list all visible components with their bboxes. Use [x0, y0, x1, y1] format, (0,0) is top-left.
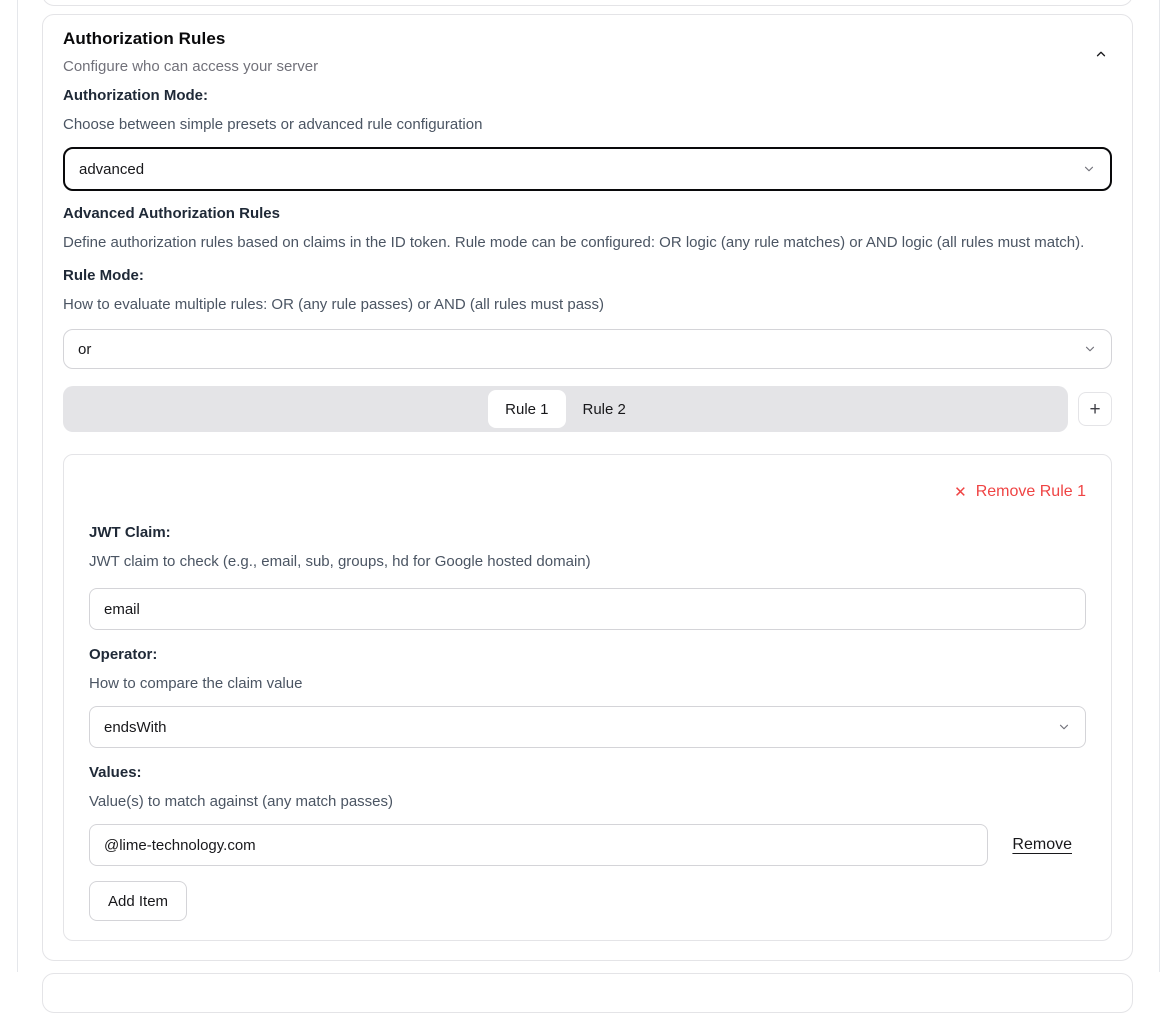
jwt-claim-input[interactable] [89, 588, 1086, 630]
page-subtitle: Configure who can access your server [63, 58, 319, 75]
tab-rule-1[interactable]: Rule 1 [488, 390, 565, 428]
operator-select[interactable] [89, 706, 1086, 748]
container-right-border [1159, 0, 1160, 972]
container-left-border [17, 0, 18, 972]
operator-select-value: endsWith [104, 718, 167, 736]
chevron-up-icon [1094, 49, 1108, 64]
remove-value-link[interactable]: Remove [1012, 836, 1072, 853]
value-item-row [89, 824, 1086, 866]
remove-rule-row [89, 480, 1086, 504]
auth-mode-description: Choose between simple presets or advanced rule configuration [63, 116, 483, 133]
chevron-down-icon [1083, 342, 1097, 356]
operator-label: Operator: [89, 646, 158, 663]
operator-description: How to compare the claim value [89, 675, 303, 692]
remove-rule-label: Remove Rule 1 [975, 483, 1086, 500]
advanced-rules-label: Advanced Authorization Rules [63, 205, 280, 222]
rule-mode-select[interactable] [63, 329, 1112, 369]
plus-icon: + [1089, 398, 1101, 420]
chevron-down-icon [1082, 162, 1096, 176]
values-description: Value(s) to match against (any match passes) [89, 793, 394, 810]
collapse-section-button[interactable] [1088, 41, 1114, 67]
jwt-claim-description: JWT claim to check (e.g., email, sub, groups, hd for Google hosted domain) [89, 553, 591, 570]
auth-mode-label: Authorization Mode: [63, 87, 208, 104]
chevron-down-icon [1057, 720, 1071, 734]
tab-rule-2[interactable]: Rule 2 [566, 390, 643, 428]
rule-mode-label: Rule Mode: [63, 267, 144, 284]
auth-mode-select-value: advanced [79, 160, 145, 178]
next-card-edge [42, 973, 1133, 1013]
rule-mode-description: How to evaluate multiple rules: OR (any rule passes) or AND (all rules must pass) [63, 296, 605, 313]
advanced-rules-description: Define authorization rules based on claims in the ID token. Rule mode can be configured: OR logic (any rule matches) or AND logic (all rules must match). [63, 234, 1085, 251]
values-label: Values: [89, 764, 142, 781]
rule-mode-select-value: or [78, 340, 92, 358]
rule-tabs-list [63, 386, 1068, 432]
page-title: Authorization Rules [63, 29, 226, 48]
add-item-button[interactable]: Add Item [89, 881, 187, 921]
settings-panel-stack [42, 0, 1133, 1013]
close-icon: ✕ [954, 483, 967, 501]
add-rule-button[interactable] [1078, 392, 1112, 426]
rule-tabs-row [63, 386, 1112, 432]
value-input[interactable] [89, 824, 988, 866]
rule-1-card [63, 454, 1112, 941]
authorization-rules-card [42, 14, 1133, 961]
auth-mode-select[interactable] [63, 147, 1112, 191]
card-header-text [63, 27, 318, 77]
jwt-claim-label: JWT Claim: [89, 524, 171, 541]
previous-card-edge [42, 0, 1133, 6]
card-header [63, 27, 1112, 77]
remove-rule-button[interactable] [954, 480, 1086, 504]
